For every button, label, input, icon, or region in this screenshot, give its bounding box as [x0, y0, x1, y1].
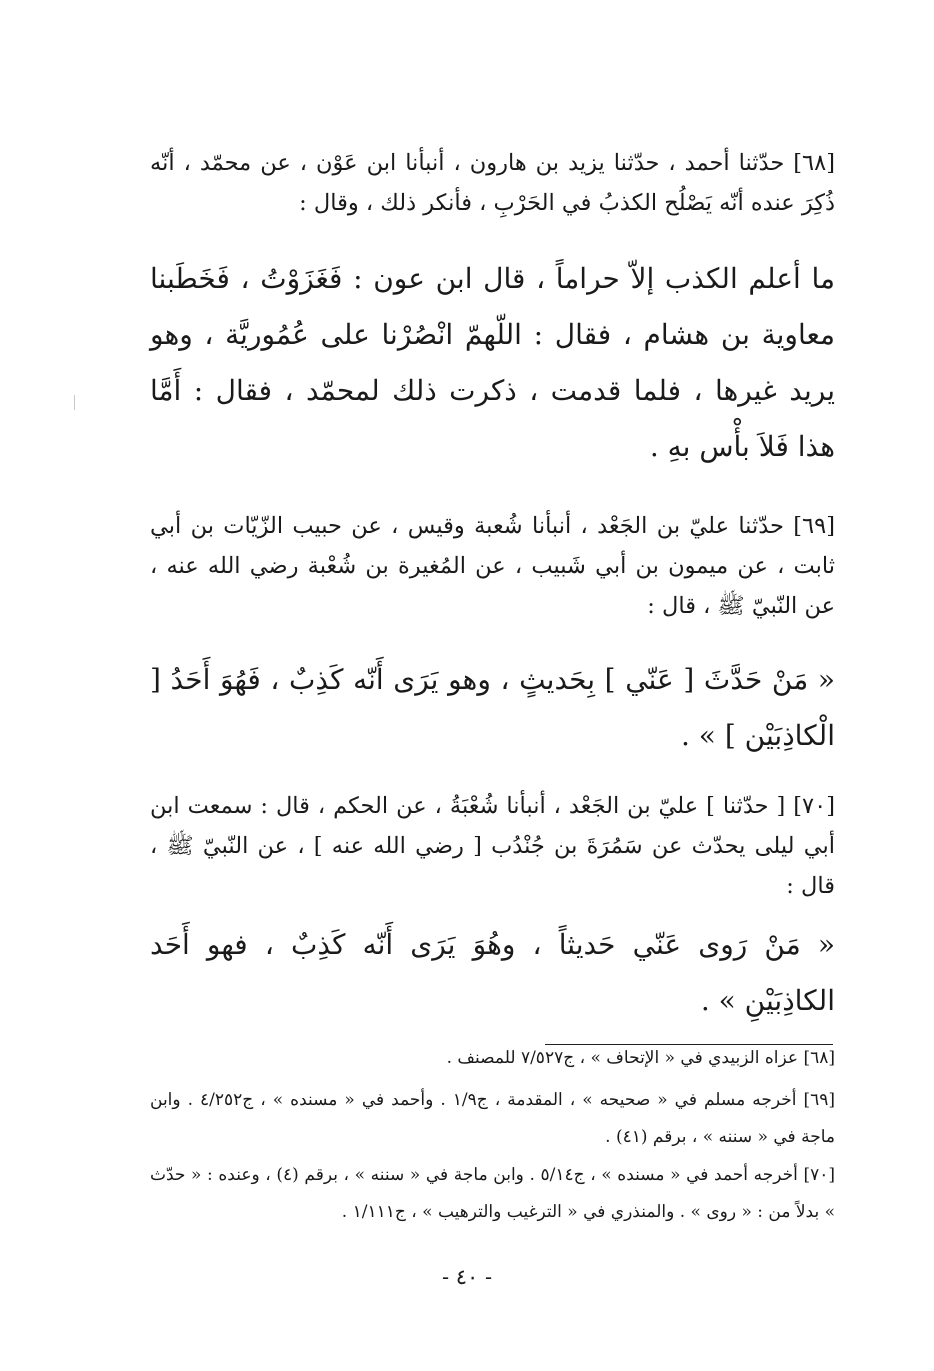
margin-mark: [74, 395, 75, 410]
hadith-69-narration: [٦٩] حدّثنا عليّ بن الجَعْد ، أنبأنا شُعبة وقيس ، عن حبيب الزّيّات بن أبي ثابت ، عن ميمون بن أبي شَبيب ، عن المُغيرة بن شُعْبة رضي الله عنه ، عن النّبيّ ﷺ ، قال :: [150, 513, 835, 619]
footnote-69: [٦٩] أخرجه مسلم في « صحيحه » ، المقدمة ، ج١/٩ . وأحمد في « مسنده » ، ج٤/٢٥٢ . وابن ماجة في « سننه » ، برقم (٤١) .: [150, 1090, 835, 1147]
page-number: - ٤٠ -: [441, 1265, 493, 1289]
hadith-70-statement: « مَنْ رَوى عَنّي حَديثاً ، وهُوَ يَرَى أَنّه كَذِبٌ ، فهو أَحَد الكاذِبَيْنِ » .: [150, 928, 835, 1017]
hadith-68-narration: [٦٨] حدّثنا أحمد ، حدّثنا يزيد بن هارون ، أنبأنا ابن عَوْن ، عن محمّد ، أنّه ذُكِرَ عنده أنّه يَصْلُح الكذبُ في الحَرْبِ ، فأنكر ذلك ، وقال :: [150, 150, 835, 216]
footnote-68: [٦٨] عزاه الزبيدي في « الإتحاف » ، ج٧/٥٢٧ للمصنف .: [446, 1048, 835, 1068]
hadith-68-statement: ما أعلم الكذب إلاّ حراماً ، قال ابن عون : فَغَزَوْتُ ، فَخَطَبنا معاوية بن هشام ، فقال : اللّهمّ انْصُرْنا على عُمُوريَّة ، وهو يريد غيرها ، فلما قدمت ، ذكرت ذلك لمحمّد ، فقال : أَمَّا هذا فَلاَ بأْس بهِ .: [150, 262, 835, 463]
hadith-70-narration: [٧٠] [ حدّثنا ] عليّ بن الجَعْد ، أنبأنا شُعْبَةُ ، عن الحكم ، قال : سمعت ابن أبي ليلى يحدّث عن سَمُرَةَ بن جُنْدُب [ رضي الله عنه ] ، عن النّبيّ ﷺ ، قال :: [150, 793, 835, 899]
footnote-70: [٧٠] أخرجه أحمد في « مسنده » ، ج٥/١٤ . وابن ماجة في « سننه » ، برقم (٤) ، وعنده : « حدّث » بدلاً من : « روى » . والمنذري في « الترغيب والترهيب » ، ج١/١١١ .: [150, 1165, 835, 1222]
hadith-69-statement: « مَنْ حَدَّثَ [ عَنّي ] بِحَديثٍ ، وهو يَرَى أَنّه كَذِبٌ ، فَهُوَ أَحَدُ [ الْكاذِبَيْن ] » .: [150, 663, 835, 752]
